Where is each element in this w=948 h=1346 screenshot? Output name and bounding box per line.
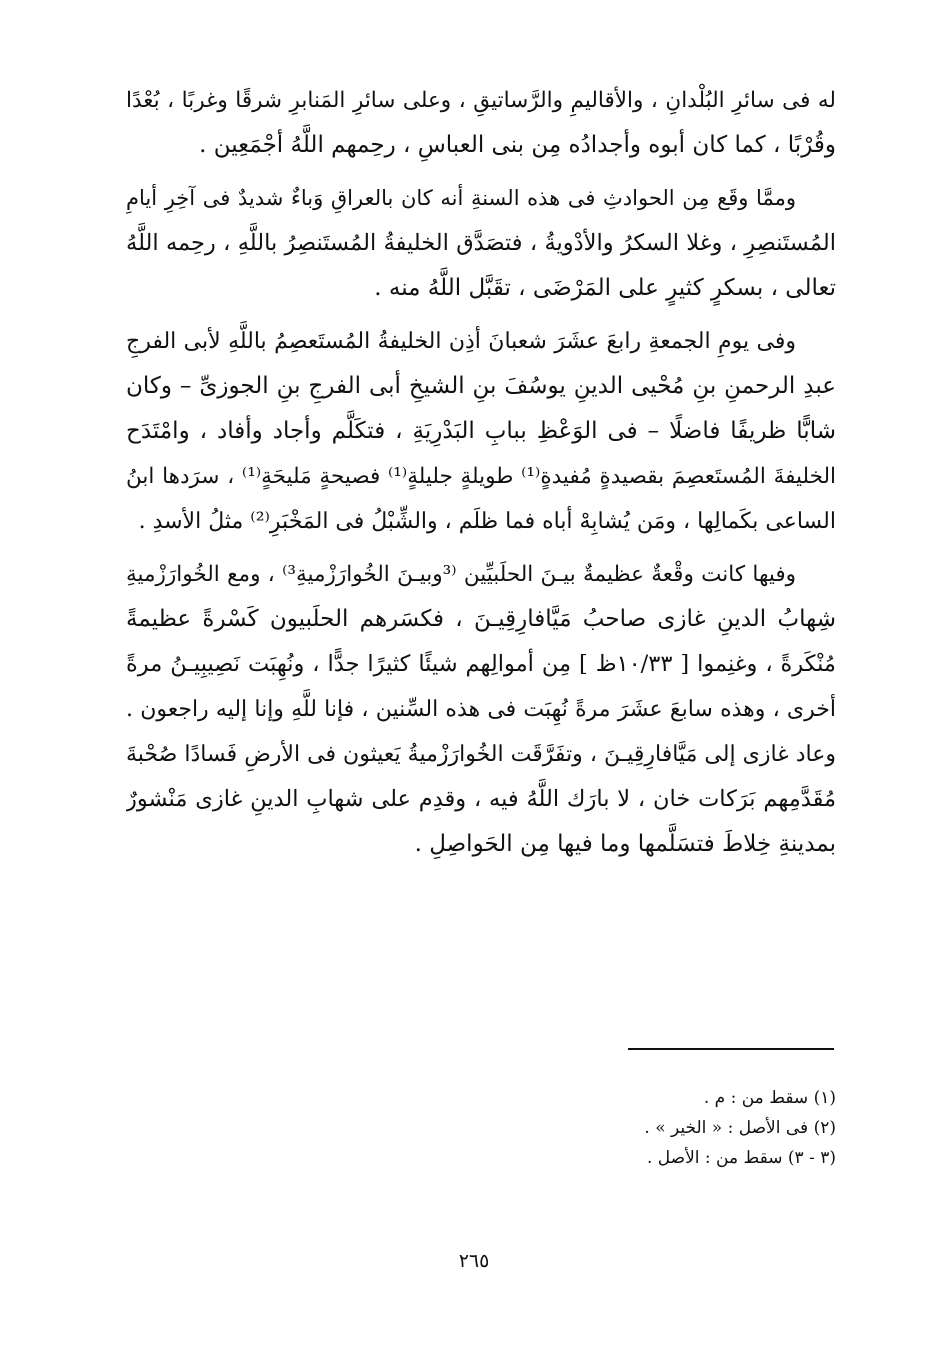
text-line: أخرى ، وهذه سابعَ عشَرَ مرةً نُهِبَت فى هذه السِّنين ، فإنا للَّهِ وإنا إليه راجعون . — [126, 697, 836, 722]
paragraph — [126, 176, 836, 311]
text-line: وفيها كانت وقْعةٌ عظيمةٌ بيـنَ الحلَبيِّين ⁽³وبيـنَ الخُوارَزْميةِ³⁾ ، ومع الخُوارَزْميةِ — [126, 562, 797, 587]
footnote: (١) سقط من : م . — [703, 1088, 836, 1108]
text-line: وعاد غازى إلى مَيَّافارِقِيـنَ ، وتفَرَّقَت الخُوارَزْميةُ يَعيثون فى الأرضِ فَسادًا صُحْبةَ — [126, 742, 836, 767]
text-line: مُنْكَرةً ، وغنِموا [ ١٠/٣٣ظ ] مِن أموالِهم شيئًا كثيرًا جدًّا ، ونُهِبَت نَصِيبِيـنُ مرةً — [126, 651, 836, 677]
text-line: المُستَنصِرِ ، وغلا السكرُ والأدْويةُ ، فتصَدَّق الخليفةُ المُستَنصِرُ باللَّهِ ، رحِمه اللَّهُ — [126, 230, 836, 256]
main-text — [126, 78, 836, 875]
text-line: شِهابُ الدينِ غازى صاحبُ مَيَّافارِقِيـنَ ، فكسَرهم الحلَبيون كَسْرةً عظيمةً — [126, 606, 836, 632]
text-line: وقُرْبًا ، كما كان أبوه وأجدادُه مِن بنى العباسِ ، رحِمهم اللَّهُ أجْمَعِين . — [199, 132, 836, 158]
text-line: بمدينةِ خِلاطَ فتسَلَّمها وما فيها مِن الحَواصِلِ . — [414, 831, 836, 857]
footnote: (٢) فى الأصل : « الخير » . — [644, 1118, 836, 1138]
text-line: شابًّا ظريفًا فاضلًا – فى الوَعْظِ ببابِ البَدْرِيَةِ ، فتكَلَّم وأجاد وأفاد ، وامْتَدَح — [126, 418, 836, 444]
text-line: وممَّا وقَع مِن الحوادثِ فى هذه السنةِ أنه كان بالعراقِ وَباءٌ شديدٌ فى آخِرِ أيامِ — [126, 186, 796, 210]
page-number: ٢٦٥ — [458, 1250, 490, 1272]
footnote-separator — [628, 1048, 834, 1050]
text-line: مُقَدَّمِهم بَرَكات خان ، لا بارَك اللَّهُ فيه ، وقدِم على شهابِ الدينِ غازى مَنْشورٌ — [126, 786, 836, 812]
text-line: الخليفةَ المُستَعصِمَ بقصيدةٍ مُفيدةٍ⁽¹⁾ طويلةٍ جليلةٍ⁽¹⁾ فصيحةٍ مَليحَةٍ⁽¹⁾ ، سرَدها ابنُ — [126, 464, 836, 489]
text-line: تعالى ، بسكرٍ كثيرٍ على المَرْضَى ، تقَبَّل اللَّهُ منه . — [374, 275, 836, 301]
footnotes — [336, 1083, 836, 1173]
footnote: (٣ - ٣) سقط من : الأصل . — [646, 1148, 836, 1168]
paragraph — [126, 552, 836, 867]
paragraph — [126, 319, 836, 544]
text-line: وفى يومِ الجمعةِ رابعَ عشَرَ شعبانَ أذِن الخليفةُ المُستَعصِمُ باللَّهِ لأبى الفرجِ — [126, 329, 796, 354]
paragraph — [126, 78, 836, 168]
text-line: له فى سائرِ البُلْدانِ ، والأقاليمِ والرَّساتيقِ ، وعلى سائرِ المَنابرِ شرقًا وغربًا ، بُعْدًا — [126, 88, 836, 113]
text-line: الساعى بكَمالِها ، ومَن يُشابِهْ أباه فما ظلَم ، والشِّبْلُ فى المَخْبَرِ⁽²⁾ مثلُ الأسدِ . — [138, 509, 836, 534]
text-line: عبدِ الرحمنِ بنِ مُحْيى الدينِ يوسُفَ بنِ الشيخِ أبى الفرجِ بنِ الجوزىِّ – وكان — [126, 373, 836, 399]
